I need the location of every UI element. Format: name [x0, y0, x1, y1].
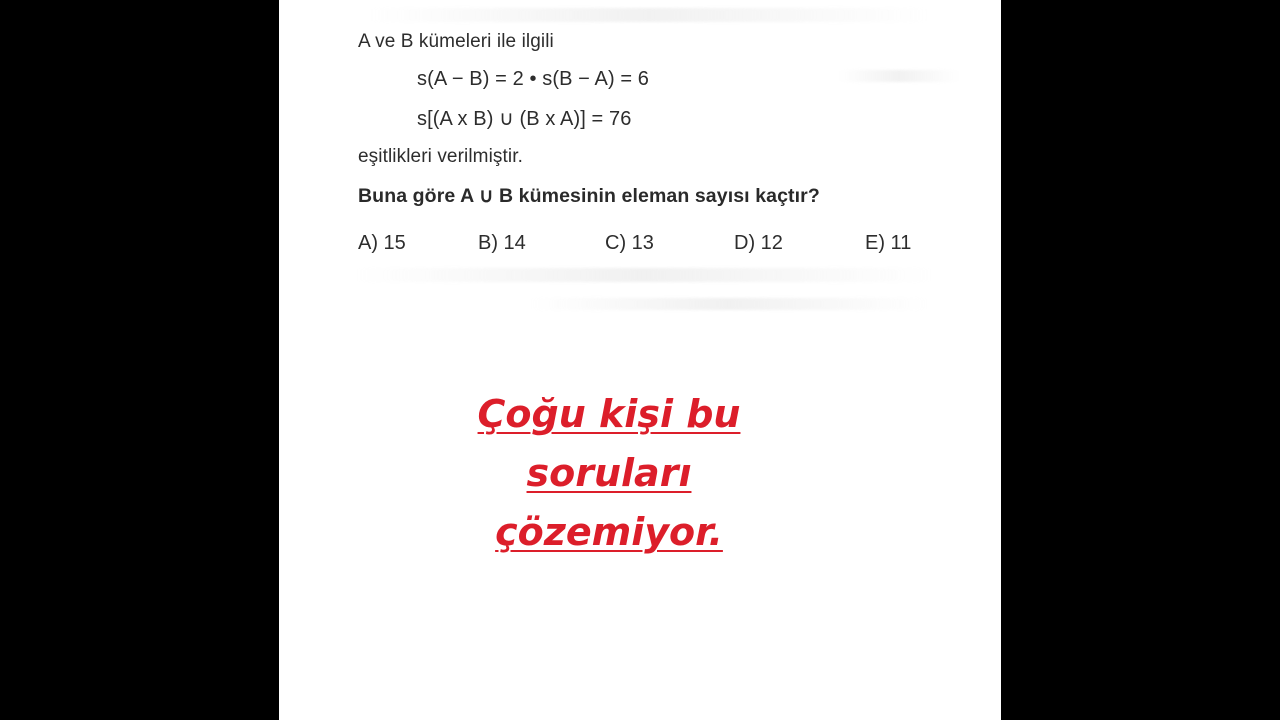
caption-line-3: çözemiyor. — [495, 510, 723, 554]
bleed-through-texture — [529, 298, 929, 310]
question-page — [279, 0, 1001, 720]
bleed-through-texture — [369, 8, 929, 22]
equation-cartesian-union: s[(A x B) ∪ (B x A)] = 76 — [417, 108, 632, 130]
choice-e: E) 11 — [865, 232, 912, 254]
bleed-through-texture — [839, 70, 959, 82]
choice-a: A) 15 — [358, 232, 406, 254]
choice-b: B) 14 — [478, 232, 526, 254]
caption-overlay — [439, 385, 779, 562]
caption-line-1: Çoğu kişi bu — [477, 392, 741, 436]
equation-difference: s(A − B) = 2 • s(B − A) = 6 — [417, 68, 650, 90]
question-statement: eşitlikleri verilmiştir. — [358, 146, 523, 167]
question-prompt: Buna göre A ∪ B kümesinin eleman sayısı kaçtır? — [358, 185, 820, 207]
bleed-through-texture — [354, 268, 934, 282]
choice-c: C) 13 — [605, 232, 654, 254]
choice-d: D) 12 — [734, 232, 783, 254]
question-intro: A ve B kümeleri ile ilgili — [358, 31, 554, 52]
caption-line-2: soruları — [526, 451, 692, 495]
